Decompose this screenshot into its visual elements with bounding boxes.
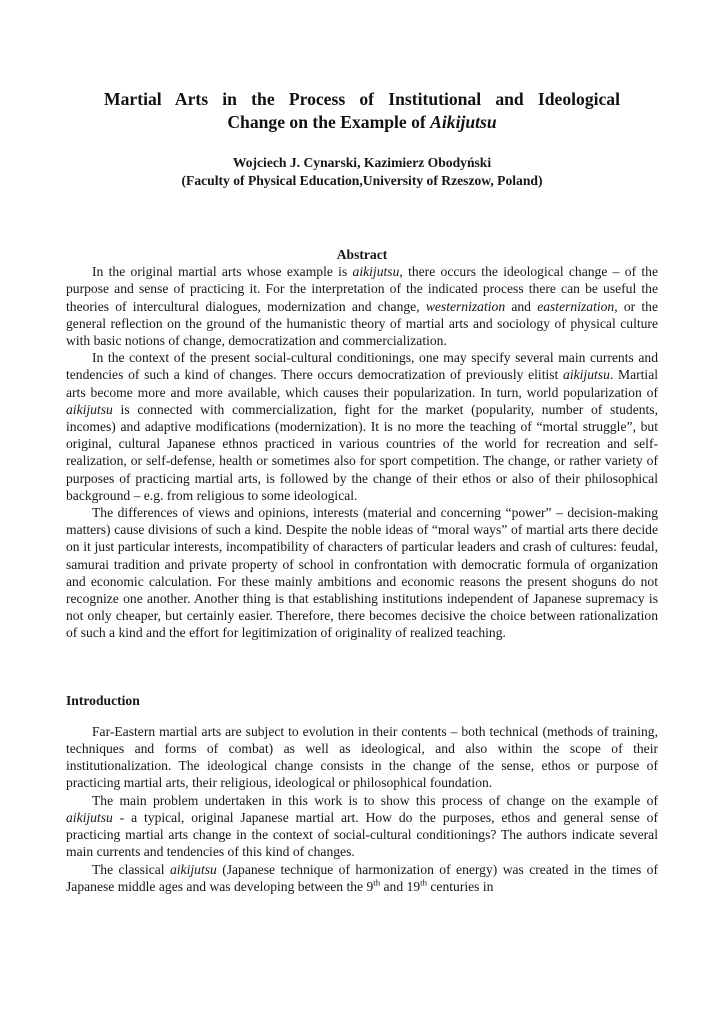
text-run: , there occurs the ideological change – of the purpose and sense of practicing it. For the interpretation of the indicated process there can be useful the theories of intercultural dialogues, modernization and change, (66, 264, 658, 314)
text-run: , or the general reflection on the ground of the humanistic theory of martial arts and sociology of physical culture with basic notions of change, democratization and commercialization. (66, 298, 658, 349)
paper-title-line-1: Martial Arts in the Process of Institutional and Ideological (104, 89, 620, 109)
text-run: The differences of views and opinions, interests (material and concerning “power” – decision-making matters) cause divisions of such a kind. Despite the noble ideas of “moral ways” of martial arts there decide on it just particular interests, incompatibility of characters of particular leaders and crash of cultures: feudal, samurai tradition and private property of school in confrontation with democratic formula of organization and economic calculation. For these mainly ambitions and economic reasons the present shoguns do not recognize one another. Another thing is that establishing institutions independent of Japanese supremacy is not only cheaper, but certainly easier. Therefore, there becomes decisive the choice between rationalization of such a kind and the effort for legitimization of originality of realized teaching. (66, 505, 658, 641)
italic-run: westernization (425, 298, 506, 314)
paper-title (66, 88, 658, 134)
paragraph (66, 504, 658, 642)
abstract-heading: Abstract (336, 247, 388, 262)
superscript-run: th (420, 877, 427, 888)
abstract-body (66, 263, 658, 641)
text-run: In the original martial arts whose example is (92, 264, 353, 280)
paragraph (66, 792, 658, 861)
text-run: The main problem undertaken in this work is to show this process of change on the example of (92, 792, 658, 808)
italic-run: aikijutsu (563, 367, 610, 383)
text-run: is connected with commercialization, fight for the market (popularity, number of students, incomes) and adaptive modifications (modernization). It is no more the teaching of “mortal struggle”, but original, cultural Japanese ethnos practiced in various countries of the world for recreation and self-realization, or self-defense, health or sometimes also for sport competition. The change, or rather variety of purposes of practicing martial arts, is followed by the change of their ethos or also of their philosophical background – e.g. from religious to some ideological. (66, 401, 658, 503)
italic-run: easternization (537, 298, 615, 314)
text-run: In the context of the present social-cultural conditionings, one may specify several main currents and tendencies of such a kind of changes. There occurs democratization of previously elitist (66, 350, 658, 383)
introduction-body (66, 723, 658, 895)
authors-line: Wojciech J. Cynarski, Kazimierz Obodyński (232, 155, 492, 170)
abstract-section (66, 246, 658, 642)
text-run: and (505, 298, 538, 314)
byline-block (66, 154, 658, 189)
italic-run: aikijutsu (66, 809, 113, 825)
text-run: . Martial arts become more and more available, which causes their popularization. In turn, world popularization of (66, 367, 659, 400)
paper-title-line-2-text: Change on the Example of (227, 112, 431, 132)
paragraph (66, 263, 658, 349)
italic-run: aikijutsu (352, 264, 400, 280)
italic-run: aikijutsu (169, 861, 217, 877)
text-run: Far-Eastern martial arts are subject to evolution in their contents – both technical (methods of training, techniques and forms of combat) as well as ideological, and also within the scope of their institutionalization. The ideological change consists in the change of the sense, ethos or purpose of practicing martial arts, their religious, ideological or philosophical foundation. (66, 723, 658, 791)
paper-title-line-2 (104, 111, 620, 134)
text-run: centuries in (427, 878, 494, 894)
affiliation-line: (Faculty of Physical Education,University of Rzeszow, Poland) (181, 172, 543, 188)
text-run: - a typical, original Japanese martial art. How do the purposes, ethos and general sense of practicing martial arts change in the context of social-cultural conditionings? The authors indicate several main currents and tendencies of this kind of changes. (66, 809, 658, 860)
introduction-section (66, 692, 658, 895)
text-run: The classical (92, 861, 170, 877)
paragraph (66, 861, 658, 895)
superscript-run: th (373, 877, 381, 888)
italic-run: aikijutsu (66, 401, 113, 417)
introduction-heading: Introduction (66, 692, 140, 708)
text-run: and 19 (380, 878, 421, 894)
paragraph (66, 349, 658, 504)
paper-title-italic-term: Aikijutsu (430, 112, 497, 132)
text-run: (Japanese technique of harmonization of energy) was created in the times of Japanese middle ages and was developing between the 9 (66, 861, 659, 894)
paragraph (66, 723, 658, 792)
